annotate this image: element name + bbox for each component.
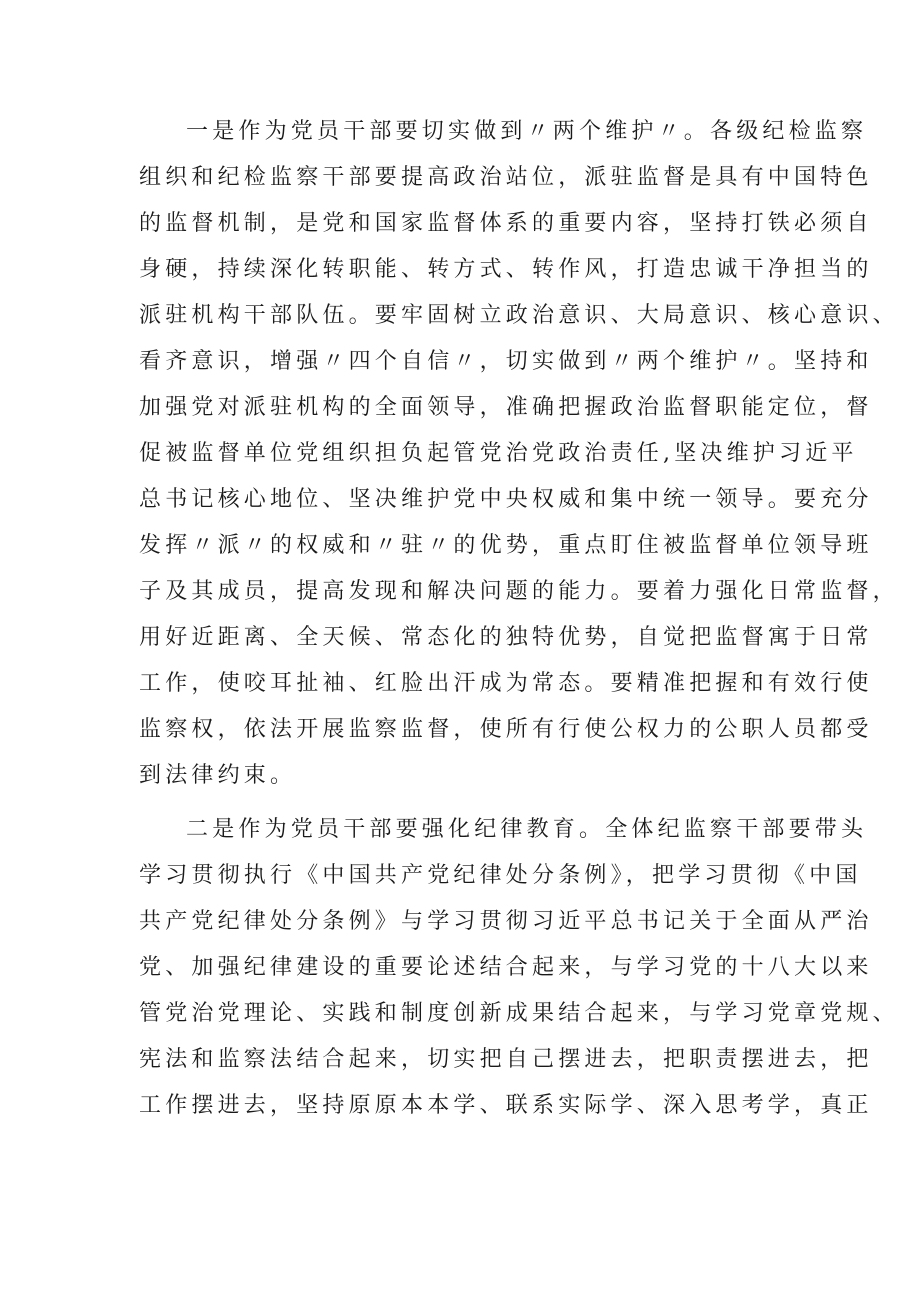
- text-line: 到法律约束。: [139, 763, 297, 788]
- text-line: 共产党纪律处分条例》与学习贯彻习近平总书记关于全面从严治: [139, 909, 873, 934]
- text-line: 管党治党理论、实践和制度创新成果结合起来，与学习党章党规、: [139, 1001, 899, 1026]
- text-line: 宪法和监察法结合起来，切实把自己摆进去，把职责摆进去，把: [139, 1047, 873, 1072]
- text-line: 派驻机构干部队伍。要牢固树立政治意识、大局意识、核心意识、: [139, 303, 899, 328]
- text-line: 工作，使咬耳扯袖、红脸出汗成为常态。要精准把握和有效行使: [139, 671, 873, 696]
- text-line: 二是作为党员干部要强化纪律教育。全体纪监察干部要带头: [186, 817, 868, 842]
- text-line: 一是作为党员干部要切实做到〃两个维护〃。各级纪检监察: [186, 119, 868, 144]
- text-line: 的监督机制，是党和国家监督体系的重要内容，坚持打铁必须自: [139, 211, 873, 236]
- text-line: 发挥〃派〃的权威和〃驻〃的优势，重点盯住被监督单位领导班: [139, 533, 873, 558]
- text-line: 组织和纪检监察干部要提高政治站位，派驻监督是具有中国特色: [139, 165, 873, 190]
- text-line: 加强党对派驻机构的全面领导，准确把握政治监督职能定位，督: [139, 395, 873, 420]
- text-line: 党、加强纪律建设的重要论述结合起来，与学习党的十八大以来: [139, 955, 873, 980]
- text-line: 工作摆进去，坚持原原本本学、联系实际学、深入思考学，真正: [139, 1093, 873, 1118]
- text-line: 监察权，依法开展监察监督，使所有行使公权力的公职人员都受: [139, 717, 873, 742]
- text-line: 看齐意识，增强〃四个自信〃，切实做到〃两个维护〃。坚持和: [139, 349, 873, 374]
- text-line: 身硬，持续深化转职能、转方式、转作风，打造忠诚干净担当的: [139, 257, 873, 282]
- text-line: 学习贯彻执行《中国共产党纪律处分条例》，把学习贯彻《中国: [139, 863, 862, 888]
- text-line: 子及其成员，提高发现和解决问题的能力。要着力强化日常监督，: [139, 579, 899, 604]
- text-line: 总书记核心地位、坚决维护党中央权威和集中统一领导。要充分: [139, 487, 873, 512]
- text-line: 用好近距离、全天候、常态化的独特优势，自觉把监督寓于日常: [139, 625, 873, 650]
- text-line: 促被监督单位党组织担负起管党治党政治责任,坚决维护习近平: [139, 441, 858, 466]
